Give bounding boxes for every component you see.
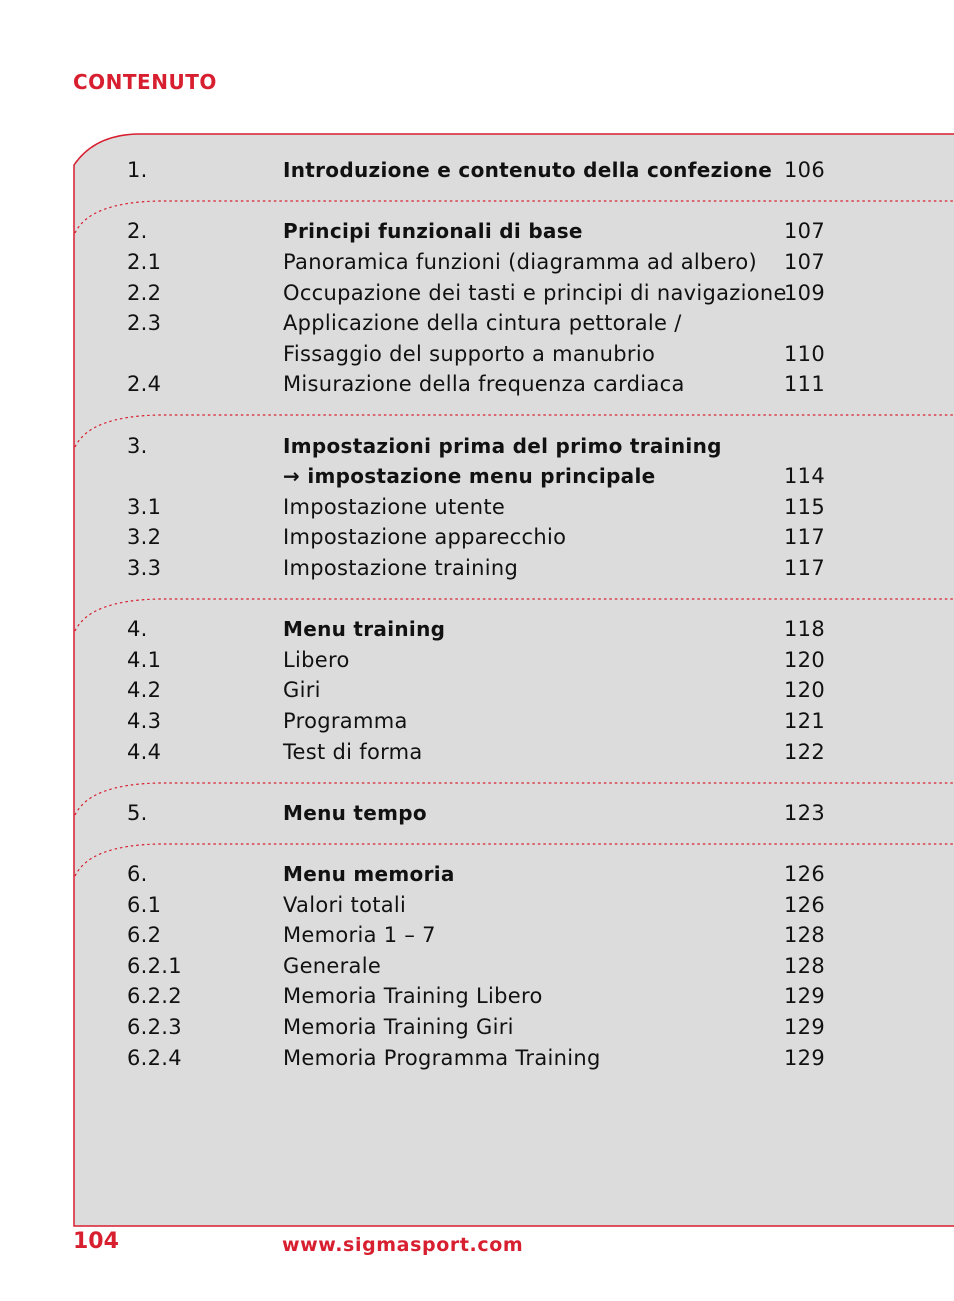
toc-entry-page: 128 (784, 954, 825, 978)
toc-entry-number: 4.1 (127, 648, 162, 672)
toc-entry-number: 6.2.1 (127, 954, 182, 978)
footer-page-number: 104 (73, 1229, 119, 1254)
toc-entry[interactable] (127, 553, 847, 584)
toc-entry-page: 114 (784, 464, 825, 488)
toc-entry-title: Programma (283, 709, 408, 733)
toc-entry-title: Panoramica funzioni (diagramma ad albero) (283, 250, 758, 274)
toc-entry[interactable] (127, 675, 847, 706)
toc-entry-title: Menu memoria (283, 862, 455, 886)
toc-entry-title: Impostazioni prima del primo training (283, 434, 722, 458)
toc-entry-page: 126 (784, 862, 825, 886)
toc-entry[interactable] (127, 492, 847, 523)
toc-entry-title: Impostazione training (283, 556, 519, 580)
toc-entry-number: 6.2.4 (127, 1046, 182, 1070)
toc-entry[interactable] (127, 859, 847, 890)
toc-entry-title: Valori totali (283, 893, 407, 917)
toc-entry-number: 3.3 (127, 556, 162, 580)
toc-entry-page: 122 (784, 740, 825, 764)
toc-entry-page: 111 (784, 372, 825, 396)
toc-entry[interactable] (127, 920, 847, 951)
toc-entry-number: 6.2.2 (127, 984, 182, 1008)
toc-entry-number: 6. (127, 862, 148, 886)
toc-entry-number: 3.2 (127, 525, 162, 549)
toc-entry-title: Introduzione e contenuto della confezione (283, 158, 773, 182)
toc-entry[interactable] (127, 1012, 847, 1043)
toc-entry[interactable] (127, 951, 847, 982)
toc-entry-number: 2.4 (127, 372, 162, 396)
toc-entry-page: 106 (784, 158, 825, 182)
toc-entry-page: 109 (784, 281, 825, 305)
toc-entry-number: 2.2 (127, 281, 162, 305)
toc-entry-title: Applicazione della cintura pettorale / (283, 311, 682, 335)
toc-entry-page: 129 (784, 984, 825, 1008)
toc-entry-page: 129 (784, 1046, 825, 1070)
toc-entry-title: Libero (283, 648, 350, 672)
toc-entry[interactable] (127, 981, 847, 1012)
toc-entry-number: 5. (127, 801, 148, 825)
toc-entry-number: 3.1 (127, 495, 162, 519)
toc-entry[interactable] (127, 1043, 847, 1074)
toc-entry-number: 6.2.3 (127, 1015, 182, 1039)
toc-entry-page: 123 (784, 801, 825, 825)
toc-entry-title: Fissaggio del supporto a manubrio (283, 342, 656, 366)
toc-entry[interactable] (127, 522, 847, 553)
toc-entry-page: 126 (784, 893, 825, 917)
page-heading: CONTENUTO (73, 70, 217, 94)
toc-entry-page: 121 (784, 709, 825, 733)
toc-entry-page: 107 (784, 250, 825, 274)
toc-entry-title: Occupazione dei tasti e principi di navigazione (283, 281, 787, 305)
toc-entry-number: 3. (127, 434, 148, 458)
toc-entry-page: 120 (784, 678, 825, 702)
toc-entry-title: Impostazione apparecchio (283, 525, 567, 549)
toc-entry[interactable] (127, 308, 847, 339)
toc-entry-page: 117 (784, 556, 825, 580)
toc-entry-number: 4.2 (127, 678, 162, 702)
toc-entry-title: Impostazione utente (283, 495, 506, 519)
toc-entry-title: → impostazione menu principale (283, 464, 656, 488)
toc-entry[interactable] (127, 461, 847, 492)
toc-entry[interactable] (127, 798, 847, 829)
toc-entry[interactable] (127, 890, 847, 921)
toc-entry-number: 2.3 (127, 311, 162, 335)
toc-entry[interactable] (127, 614, 847, 645)
toc-entry-page: 117 (784, 525, 825, 549)
toc-entry[interactable] (127, 339, 847, 370)
toc-entry-title: Misurazione della frequenza cardiaca (283, 372, 685, 396)
toc-entry[interactable] (127, 216, 847, 247)
toc-entry-page: 118 (784, 617, 825, 641)
toc-entry-title: Menu tempo (283, 801, 427, 825)
toc-entry-page: 120 (784, 648, 825, 672)
toc-entry-title: Principi funzionali di base (283, 219, 583, 243)
toc-entry[interactable] (127, 645, 847, 676)
toc-entry-page: 107 (784, 219, 825, 243)
toc-entry-title: Memoria Training Libero (283, 984, 543, 1008)
toc-entry-number: 6.2 (127, 923, 162, 947)
toc-entry-number: 4.4 (127, 740, 162, 764)
toc-entry[interactable] (127, 706, 847, 737)
toc-entry[interactable] (127, 247, 847, 278)
toc-entry-number: 6.1 (127, 893, 162, 917)
toc-entry-number: 2. (127, 219, 148, 243)
toc-entry-title: Menu training (283, 617, 446, 641)
toc-entry-page: 110 (784, 342, 825, 366)
toc-entry-title: Generale (283, 954, 382, 978)
toc-entry-number: 1. (127, 158, 148, 182)
toc-entry-title: Memoria Training Giri (283, 1015, 514, 1039)
toc-entry[interactable] (127, 737, 847, 768)
toc-entry-title: Test di forma (283, 740, 423, 764)
toc-entry[interactable] (127, 369, 847, 400)
toc-entry-page: 115 (784, 495, 825, 519)
toc-entry-page: 128 (784, 923, 825, 947)
toc-entry-number: 4. (127, 617, 148, 641)
toc-entry-title: Memoria Programma Training (283, 1046, 601, 1070)
footer-url-link[interactable]: www.sigmasport.com (282, 1234, 524, 1256)
toc-entry[interactable] (127, 278, 847, 309)
toc-entry[interactable] (127, 431, 847, 462)
toc-entry[interactable] (127, 155, 847, 186)
toc-entry-number: 4.3 (127, 709, 162, 733)
toc-entry-number: 2.1 (127, 250, 162, 274)
toc-entry-title: Giri (283, 678, 321, 702)
toc-entry-title: Memoria 1 – 7 (283, 923, 436, 947)
toc-entry-page: 129 (784, 1015, 825, 1039)
